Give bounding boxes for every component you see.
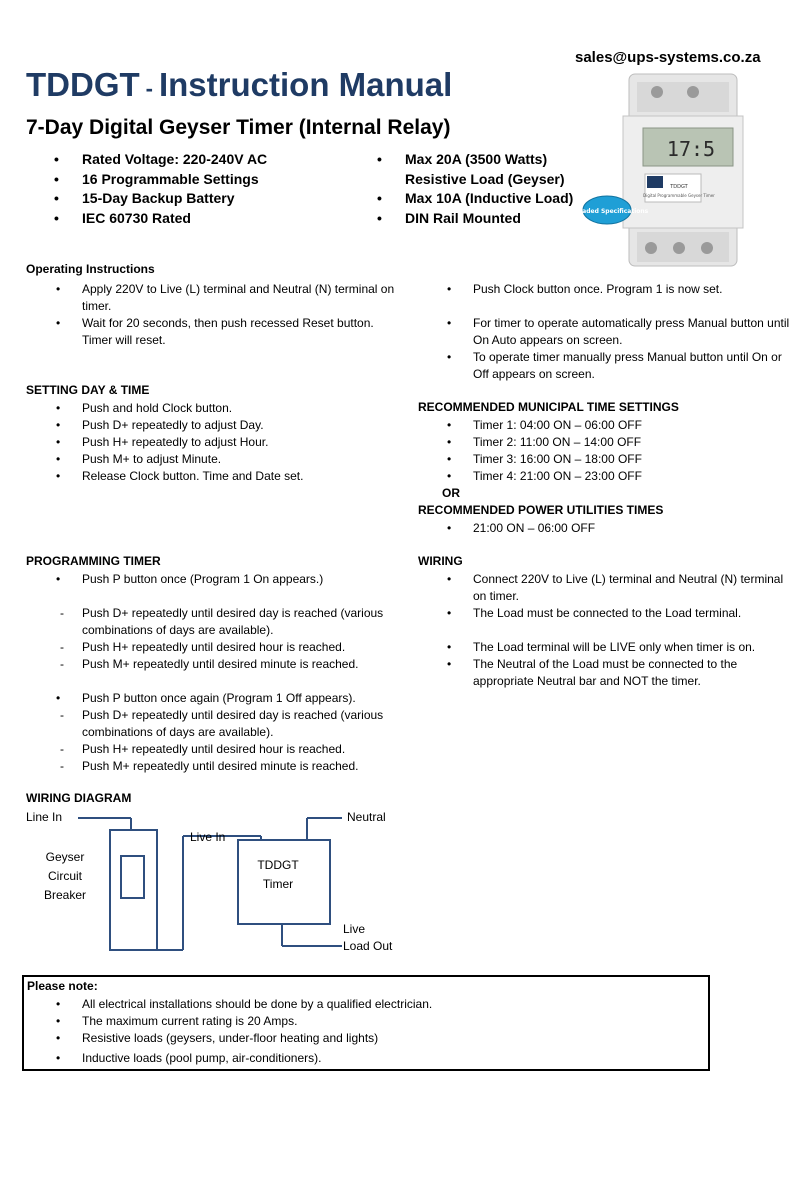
- diagram-live-load-out: [343, 921, 392, 955]
- title-dash: -: [145, 76, 153, 101]
- list-item: • Push D+ repeatedly to adjust Day.: [54, 417, 399, 434]
- list-item: • Push P button once (Program 1 On appears.): [54, 571, 399, 588]
- list-item: • Timer 4: 21:00 ON – 23:00 OFF: [445, 468, 790, 485]
- list-item: • The Load must be connected to the Load terminal.: [445, 605, 790, 622]
- lcd-display-text: 17:5: [666, 137, 716, 161]
- device-label: TDDGT: [670, 184, 688, 190]
- product-image: [565, 72, 779, 268]
- list-item: • All electrical installations should be done by a qualified electrician.: [54, 996, 694, 1013]
- list-item: • Connect 220V to Live (L) terminal and Neutral (N) terminal on timer.: [445, 571, 790, 605]
- spec-item: • 15-Day Backup Battery: [54, 189, 364, 209]
- list-item: • 21:00 ON – 06:00 OFF: [445, 520, 790, 537]
- specs-right-list: [377, 150, 577, 228]
- list-item: - Push H+ repeatedly until desired hour is reached.: [54, 639, 399, 656]
- list-item: • Push Clock button once. Program 1 is now set.: [445, 281, 790, 298]
- list-item: • Inductive loads (pool pump, air-conditioners).: [54, 1050, 694, 1067]
- setting-list: [54, 400, 399, 485]
- breaker-line: Geyser: [45, 850, 85, 864]
- programming-heading: PROGRAMMING TIMER: [26, 554, 161, 568]
- breaker-line: Circuit: [47, 869, 82, 883]
- specs-left-list: [54, 150, 364, 228]
- or-label: OR: [442, 486, 460, 500]
- operating-list: [54, 281, 399, 349]
- utilities-list: [445, 520, 790, 537]
- breaker-line: Breaker: [43, 888, 87, 902]
- spec-item: • IEC 60730 Rated: [54, 209, 364, 229]
- device-sublabel: Digital Programmable Geyser Timer: [643, 193, 715, 198]
- timer-line: TDDGT: [257, 858, 299, 872]
- upgrade-badge: Upgraded Specifications: [565, 208, 649, 215]
- page-title: [26, 66, 452, 104]
- list-item: • Push and hold Clock button.: [54, 400, 399, 417]
- list-item: • Release Clock button. Time and Date set.: [54, 468, 399, 485]
- spec-item: • 16 Programmable Settings: [54, 170, 364, 190]
- list-item: - Push M+ repeatedly until desired minute is reached.: [54, 656, 399, 673]
- list-item: - Push H+ repeatedly until desired hour is reached.: [54, 741, 399, 758]
- diagram-live-in: Live In: [190, 830, 226, 844]
- list-item: • Wait for 20 seconds, then push recessed Reset button. Timer will reset.: [54, 315, 399, 349]
- timer-line: Timer: [262, 877, 294, 891]
- list-item: • Apply 220V to Live (L) terminal and Neutral (N) terminal on timer.: [54, 281, 399, 315]
- list-item: • For timer to operate automatically press Manual button until On Auto appears on screen.: [445, 315, 790, 349]
- list-item: • The maximum current rating is 20 Amps.: [54, 1013, 694, 1030]
- list-item: • Timer 3: 16:00 ON – 18:00 OFF: [445, 451, 790, 468]
- diagram-line-in: Line In: [26, 810, 63, 824]
- diagram-breaker-label: [30, 848, 100, 905]
- programming-list: [54, 571, 399, 775]
- list-item: • Timer 1: 04:00 ON – 06:00 OFF: [445, 417, 790, 434]
- list-item: • The Load terminal will be LIVE only when timer is on.: [445, 639, 790, 656]
- diagram-heading: WIRING DIAGRAM: [26, 791, 132, 805]
- note-heading: Please note:: [27, 979, 98, 993]
- municipal-list: [445, 417, 790, 485]
- page-subtitle: 7-Day Digital Geyser Timer (Internal Relay): [26, 116, 451, 139]
- wiring-heading: WIRING: [418, 554, 463, 568]
- list-item: • Timer 2: 11:00 ON – 14:00 OFF: [445, 434, 790, 451]
- setting-heading: SETTING DAY & TIME: [26, 383, 150, 397]
- operating-right-list: [445, 281, 790, 383]
- list-item: - Push D+ repeatedly until desired day is reached (various combinations of days are available).: [54, 605, 399, 639]
- list-item: • Push P button once again (Program 1 Off appears).: [54, 690, 399, 707]
- municipal-heading: RECOMMENDED MUNICIPAL TIME SETTINGS: [418, 400, 679, 414]
- list-item: • Push M+ to adjust Minute.: [54, 451, 399, 468]
- out-line: Load Out: [343, 939, 393, 953]
- utilities-heading: RECOMMENDED POWER UTILITIES TIMES: [418, 503, 664, 517]
- wiring-list: [445, 571, 790, 690]
- spec-item: • Rated Voltage: 220-240V AC: [54, 150, 364, 170]
- list-item: - Push M+ repeatedly until desired minute is reached.: [54, 758, 399, 775]
- title-rest: Instruction Manual: [158, 66, 453, 103]
- title-main: TDDGT: [26, 66, 140, 103]
- list-item: • Resistive loads (geysers, under-floor heating and lights): [54, 1030, 694, 1047]
- diagram-timer-label: [240, 856, 316, 894]
- note-list: [54, 996, 694, 1067]
- list-item: • Push H+ repeatedly to adjust Hour.: [54, 434, 399, 451]
- diagram-neutral: Neutral: [347, 810, 386, 824]
- spec-item: • DIN Rail Mounted: [377, 209, 577, 229]
- email-address: sales@ups-systems.co.za: [575, 49, 761, 66]
- spec-item: • Max 10A (Inductive Load): [377, 189, 577, 209]
- list-item: • To operate timer manually press Manual button until On or Off appears on screen.: [445, 349, 790, 383]
- list-item: • The Neutral of the Load must be connected to the appropriate Neutral bar and NOT the timer.: [445, 656, 790, 690]
- spec-item: • Max 20A (3500 Watts) Resistive Load (Geyser): [377, 150, 577, 189]
- operating-heading: Operating Instructions: [26, 262, 155, 276]
- out-line: Live: [343, 922, 366, 936]
- list-item: - Push D+ repeatedly until desired day is reached (various combinations of days are available).: [54, 707, 399, 741]
